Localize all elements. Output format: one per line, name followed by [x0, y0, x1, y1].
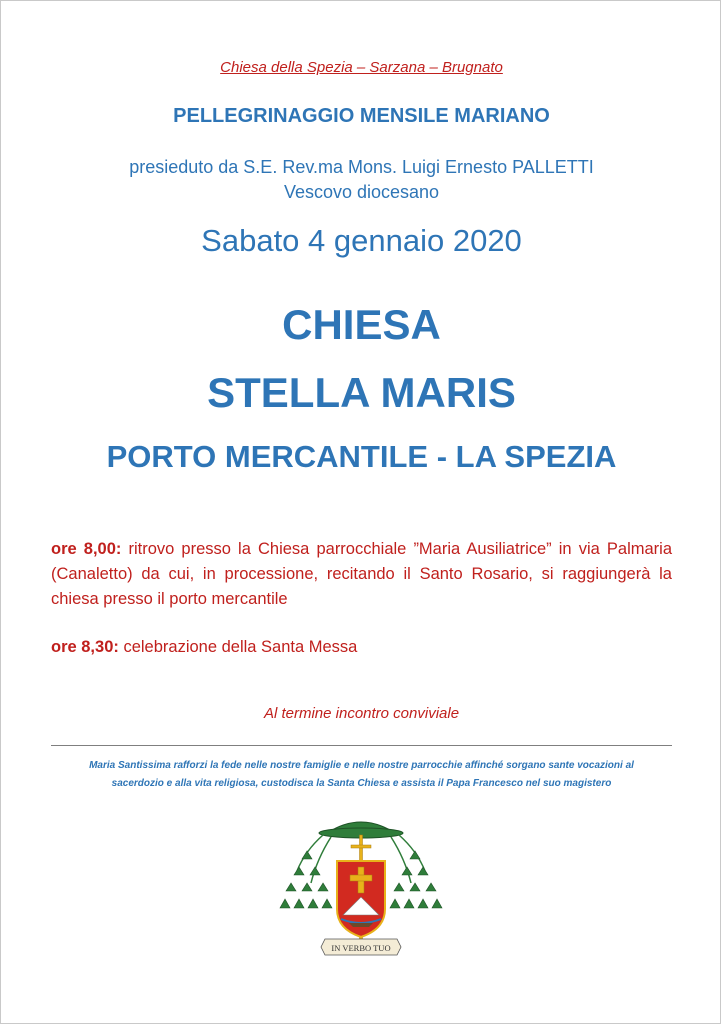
church-label: CHIESA: [282, 301, 441, 348]
event-date: Sabato 4 gennaio 2020: [201, 223, 522, 258]
presided-by-line: presieduto da S.E. Rev.ma Mons. Luigi Ernesto PALLETTI: [129, 157, 594, 177]
schedule-description: ritrovo presso la Chiesa parrocchiale ”Maria Ausiliatrice” in via Palmaria (Canaletto) da cui, in processione, recitando il Santo Rosario, si raggiungerà la chiesa presso il porto mercantile: [51, 540, 672, 608]
church-name: STELLA MARIS: [207, 369, 516, 416]
bishop-coat-of-arms: [271, 811, 451, 961]
prayer-line: sacerdozio e alla vita religiosa, custodisca la Santa Chiesa e assista il Papa Francesco nel suo magistero: [111, 778, 612, 789]
bishop-role-line: Vescovo diocesano: [283, 182, 440, 202]
prayer-line: Maria Santissima rafforzi la fede nelle nostre famiglie e nelle nostre parrocchie affinché sorgano sante vocazioni al: [89, 760, 634, 771]
diocese-heading: Chiesa della Spezia – Sarzana – Brugnato: [220, 59, 503, 76]
pilgrimage-title: PELLEGRINAGGIO MENSILE MARIANO: [173, 105, 550, 127]
schedule-time: ore 8,30:: [51, 638, 119, 656]
closing-note: Al termine incontro conviviale: [263, 705, 460, 722]
coat-of-arms-icon: [271, 811, 451, 961]
event-location: PORTO MERCANTILE - LA SPEZIA: [106, 439, 617, 474]
motto-text: IN VERBO TUO: [331, 943, 391, 953]
schedule-time: ore 8,00:: [51, 540, 122, 558]
schedule-item: [51, 537, 672, 612]
schedule-item: [51, 635, 672, 660]
schedule-description: celebrazione della Santa Messa: [118, 638, 358, 656]
divider: [51, 745, 672, 746]
